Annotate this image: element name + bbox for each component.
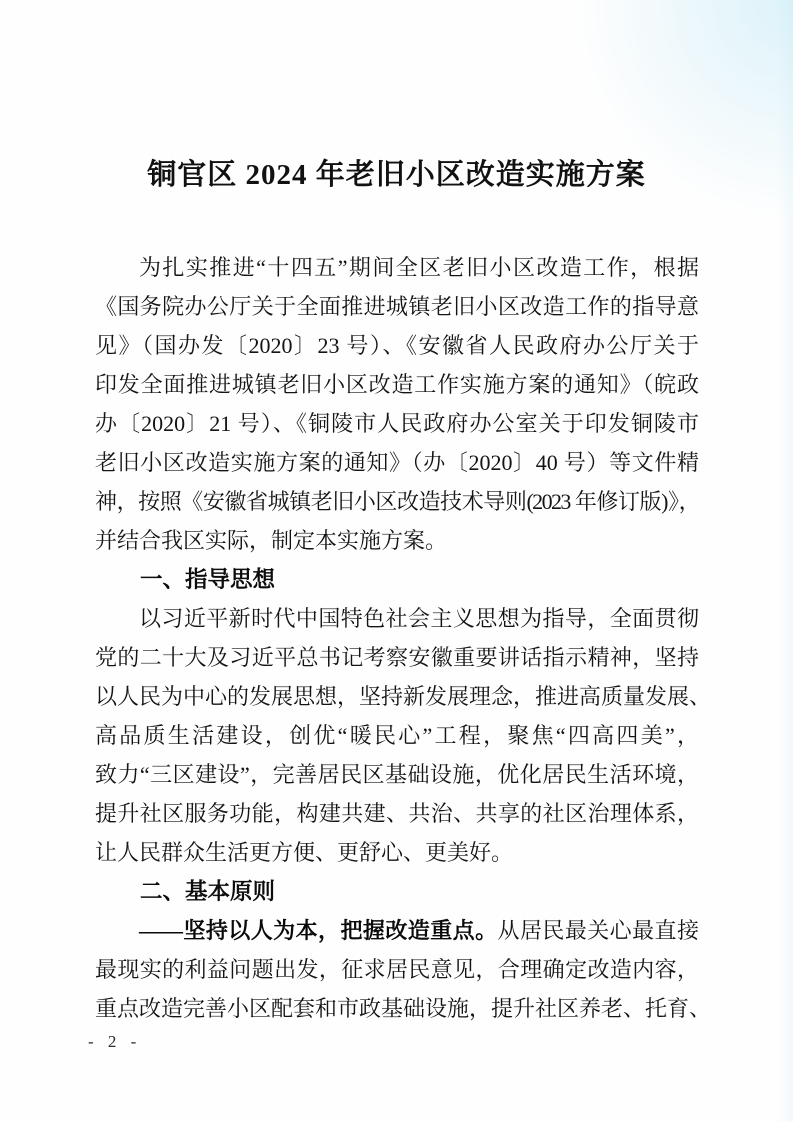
- text-line: [95, 716, 699, 755]
- text-line: [95, 326, 699, 365]
- page-number: - 2 -: [88, 1032, 142, 1051]
- text-line: [95, 248, 699, 287]
- text-segment: 老旧小区改造实施方案的通知》（办〔2020〕40 号）等文件精: [95, 450, 699, 475]
- text-line: [95, 794, 699, 833]
- text-segment: 最现实的利益问题出发，征求居民意见，合理确定改造内容，: [95, 957, 699, 982]
- text-segment: 《国务院办公厅关于全面推进城镇老旧小区改造工作的指导意: [95, 294, 699, 319]
- text-line: [95, 833, 699, 872]
- emphasized-text-segment: ——坚持以人为本，把握改造重点。: [139, 918, 498, 943]
- text-line: [95, 482, 699, 521]
- text-segment: 以人民为中心的发展思想，坚持新发展理念，推进高质量发展、: [95, 684, 712, 709]
- text-line: [95, 443, 699, 482]
- text-line: [95, 287, 699, 326]
- section-heading: [95, 560, 699, 599]
- text-line: [95, 599, 699, 638]
- text-segment: 让人民群众生活更方便、更舒心、更美好。: [95, 840, 514, 865]
- text-segment: 印发全面推进城镇老旧小区改造工作实施方案的通知》（皖政: [95, 372, 699, 397]
- text-line: [95, 911, 699, 950]
- text-segment: 神，按照《安徽省城镇老旧小区改造技术导则(2023 年修订版)》，: [95, 489, 699, 514]
- text-segment: 办〔2020〕21 号）、《铜陵市人民政府办公室关于印发铜陵市: [95, 411, 699, 436]
- text-line: [95, 989, 712, 1028]
- text-segment: 见》（国办发〔2020〕23 号）、《安徽省人民政府办公厅关于: [95, 333, 699, 358]
- text-segment: 并结合我区实际，制定本实施方案。: [95, 528, 448, 553]
- text-line: [95, 950, 699, 989]
- text-segment: 以习近平新时代中国特色社会主义思想为指导，全面贯彻: [139, 606, 699, 631]
- text-line: [95, 521, 699, 560]
- text-segment: 高品质生活建设，创优“暖民心”工程，聚焦“四高四美”，: [95, 723, 699, 748]
- text-line: [95, 755, 699, 794]
- text-segment: 致力“三区建设”，完善居民区基础设施，优化居民生活环境，: [95, 762, 699, 787]
- text-segment: 提升社区服务功能，构建共建、共治、共享的社区治理体系，: [95, 801, 699, 826]
- text-line: [95, 365, 699, 404]
- section-heading: [95, 872, 699, 911]
- text-line: [95, 638, 699, 677]
- text-segment: 从居民最关心最直接: [497, 918, 699, 943]
- text-segment: 一、指导思想: [140, 567, 276, 592]
- text-segment: 二、基本原则: [140, 879, 276, 904]
- text-segment: 为扎实推进“十四五”期间全区老旧小区改造工作，根据: [139, 255, 699, 280]
- text-line: [95, 677, 712, 716]
- text-line: [95, 404, 699, 443]
- document-title: 铜官区 2024 年老旧小区改造实施方案: [147, 159, 646, 191]
- text-segment: 党的二十大及习近平总书记考察安徽重要讲话指示精神，坚持: [95, 645, 699, 670]
- text-segment: 重点改造完善小区配套和市政基础设施，提升社区养老、托育、: [95, 996, 712, 1021]
- document-body: [95, 248, 712, 1028]
